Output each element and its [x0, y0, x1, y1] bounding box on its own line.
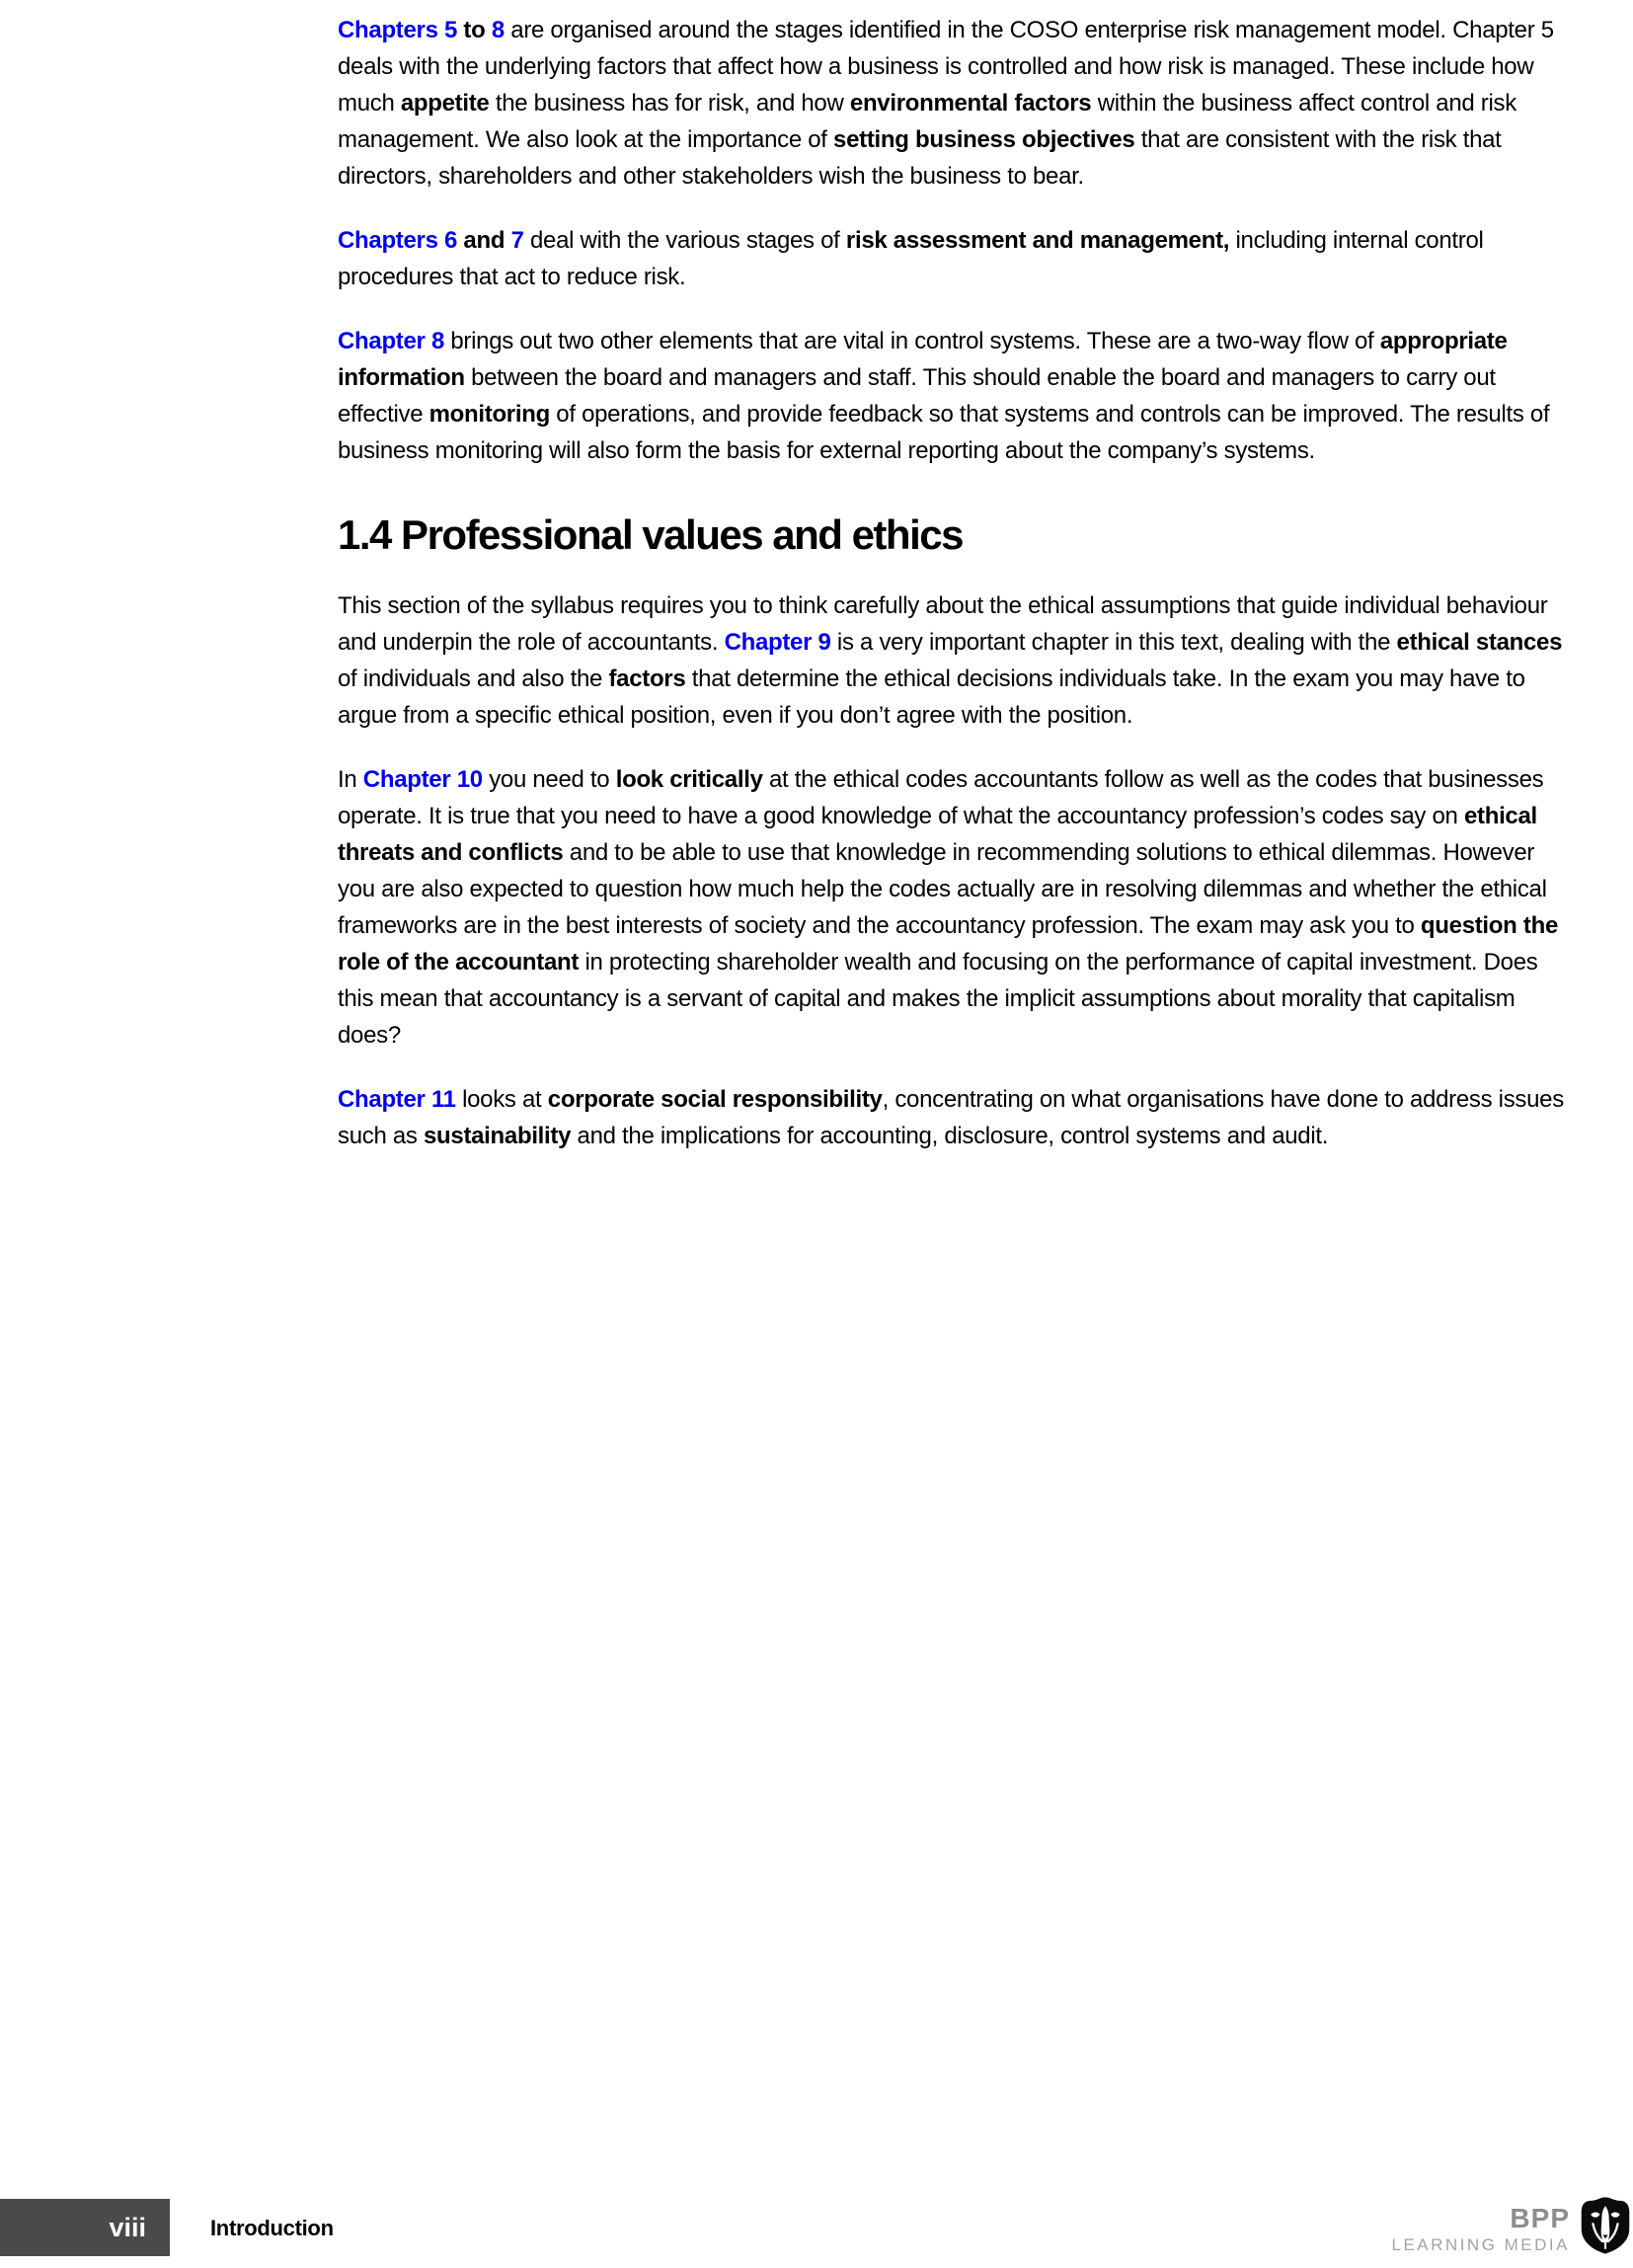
bpp-lion-icon — [1580, 2192, 1631, 2259]
text-run: including internal control procedures that act to reduce risk. — [338, 227, 1484, 290]
document-body — [338, 12, 1578, 1182]
text-run: , concentrating on what organisations have done to address issues such as — [338, 1086, 1564, 1149]
text-run: you need to — [482, 766, 616, 793]
text-run: setting business objectives — [833, 126, 1135, 153]
bpp-logo-text — [1391, 2202, 1570, 2260]
text-run: at the ethical codes accountants follow as well as the codes that businesses operate. It is true that you need to have a good knowledge of what the accountancy profession’s codes say on — [338, 766, 1544, 829]
paragraph — [338, 323, 1578, 469]
bpp-brand-text: BPP — [1510, 2202, 1570, 2233]
text-run: brings out two other elements that are vital in control systems. These are a two-way flow of — [444, 328, 1380, 354]
text-run: corporate social responsibility — [547, 1086, 883, 1113]
text-run: monitoring — [428, 401, 550, 428]
bpp-logo — [1392, 2192, 1631, 2259]
text-run: the business has for risk, and how — [489, 90, 850, 117]
text-run: appropriate information — [338, 328, 1508, 391]
text-run: that determine the ethical decisions individuals take. In the exam you may have to argue from a specific ethical position, even if you don’t agree with the position. — [338, 665, 1525, 729]
text-run: deal with the various stages of — [523, 227, 846, 254]
bpp-subtitle-text: LEARNING MEDIA — [1391, 2234, 1570, 2254]
text-run: risk assessment and management, — [845, 227, 1230, 254]
text-run: ethical threats and conflicts — [338, 803, 1537, 866]
text-run: and to be able to use that knowledge in recommending solutions to ethical dilemmas. However you are also expected to question how much help the codes actually are in resolving dilemmas and whether the ethical frameworks are in the best interests of society and the accountancy profession. The exam may ask you to — [338, 839, 1547, 939]
footer-section-label: Introduction — [210, 2216, 334, 2240]
chapter-link[interactable]: Chapters 5 — [338, 17, 458, 43]
text-run: that are consistent with the risk that directors, shareholders and other stakeholders wish the business to bear. — [338, 126, 1502, 190]
text-run: factors — [608, 665, 686, 692]
text-run: and the implications for accounting, disclosure, control systems and audit. — [571, 1123, 1329, 1149]
text-run: sustainability — [423, 1123, 572, 1149]
chapter-link[interactable]: Chapter 9 — [724, 629, 831, 656]
chapter-link[interactable]: 8 — [491, 17, 505, 43]
text-run: is a very important chapter in this text, dealing with the — [830, 629, 1397, 656]
chapter-link[interactable]: Chapters 6 — [338, 227, 458, 254]
text-run: of individuals and also the — [338, 665, 609, 692]
text-run: are organised around the stages identified in the COSO enterprise risk management model. Chapter 5 deals with the underlying factors that affect how a business is controlled and how risk is managed. These include how much — [338, 17, 1554, 117]
paragraph — [338, 587, 1578, 734]
paragraph — [338, 222, 1578, 295]
text-run: This section of the syllabus requires you to think carefully about the ethical assumptions that guide individual behaviour and underpin the role of accountants. — [338, 592, 1548, 656]
text-run: between the board and managers and staff. This should enable the board and managers to carry out effective — [338, 364, 1496, 428]
text-run: within the business affect control and risk management. We also look at the importance of — [338, 90, 1516, 153]
chapter-link[interactable]: 7 — [510, 227, 524, 254]
text-run: to — [457, 17, 492, 43]
chapter-link[interactable]: Chapter 10 — [362, 766, 483, 793]
text-run: ethical stances — [1396, 629, 1563, 656]
section-heading: 1.4 Professional values and ethics — [338, 511, 963, 558]
paragraph — [338, 761, 1578, 1054]
text-run: looks at — [455, 1086, 548, 1113]
text-run: of operations, and provide feedback so that systems and controls can be improved. The results of business monitoring will also form the basis for external reporting about the company’s systems. — [338, 401, 1550, 464]
text-run: question the role of the accountant — [338, 912, 1558, 976]
paragraph — [338, 12, 1578, 195]
paragraph — [338, 1081, 1578, 1154]
page-number: viii — [109, 2213, 146, 2242]
text-run: environmental factors — [849, 90, 1092, 117]
text-run: In — [338, 766, 363, 793]
text-run: appetite — [400, 90, 490, 117]
text-run: look critically — [615, 766, 763, 793]
text-run: and — [457, 227, 511, 254]
page-number-box — [0, 2199, 170, 2256]
chapter-link[interactable]: Chapter 11 — [338, 1086, 456, 1113]
chapter-link[interactable]: Chapter 8 — [338, 328, 444, 354]
text-run: in protecting shareholder wealth and focusing on the performance of capital investment. Does this mean that accountancy is a servant of capital and makes the implicit assumptions about morality that capitalism does? — [338, 949, 1538, 1049]
